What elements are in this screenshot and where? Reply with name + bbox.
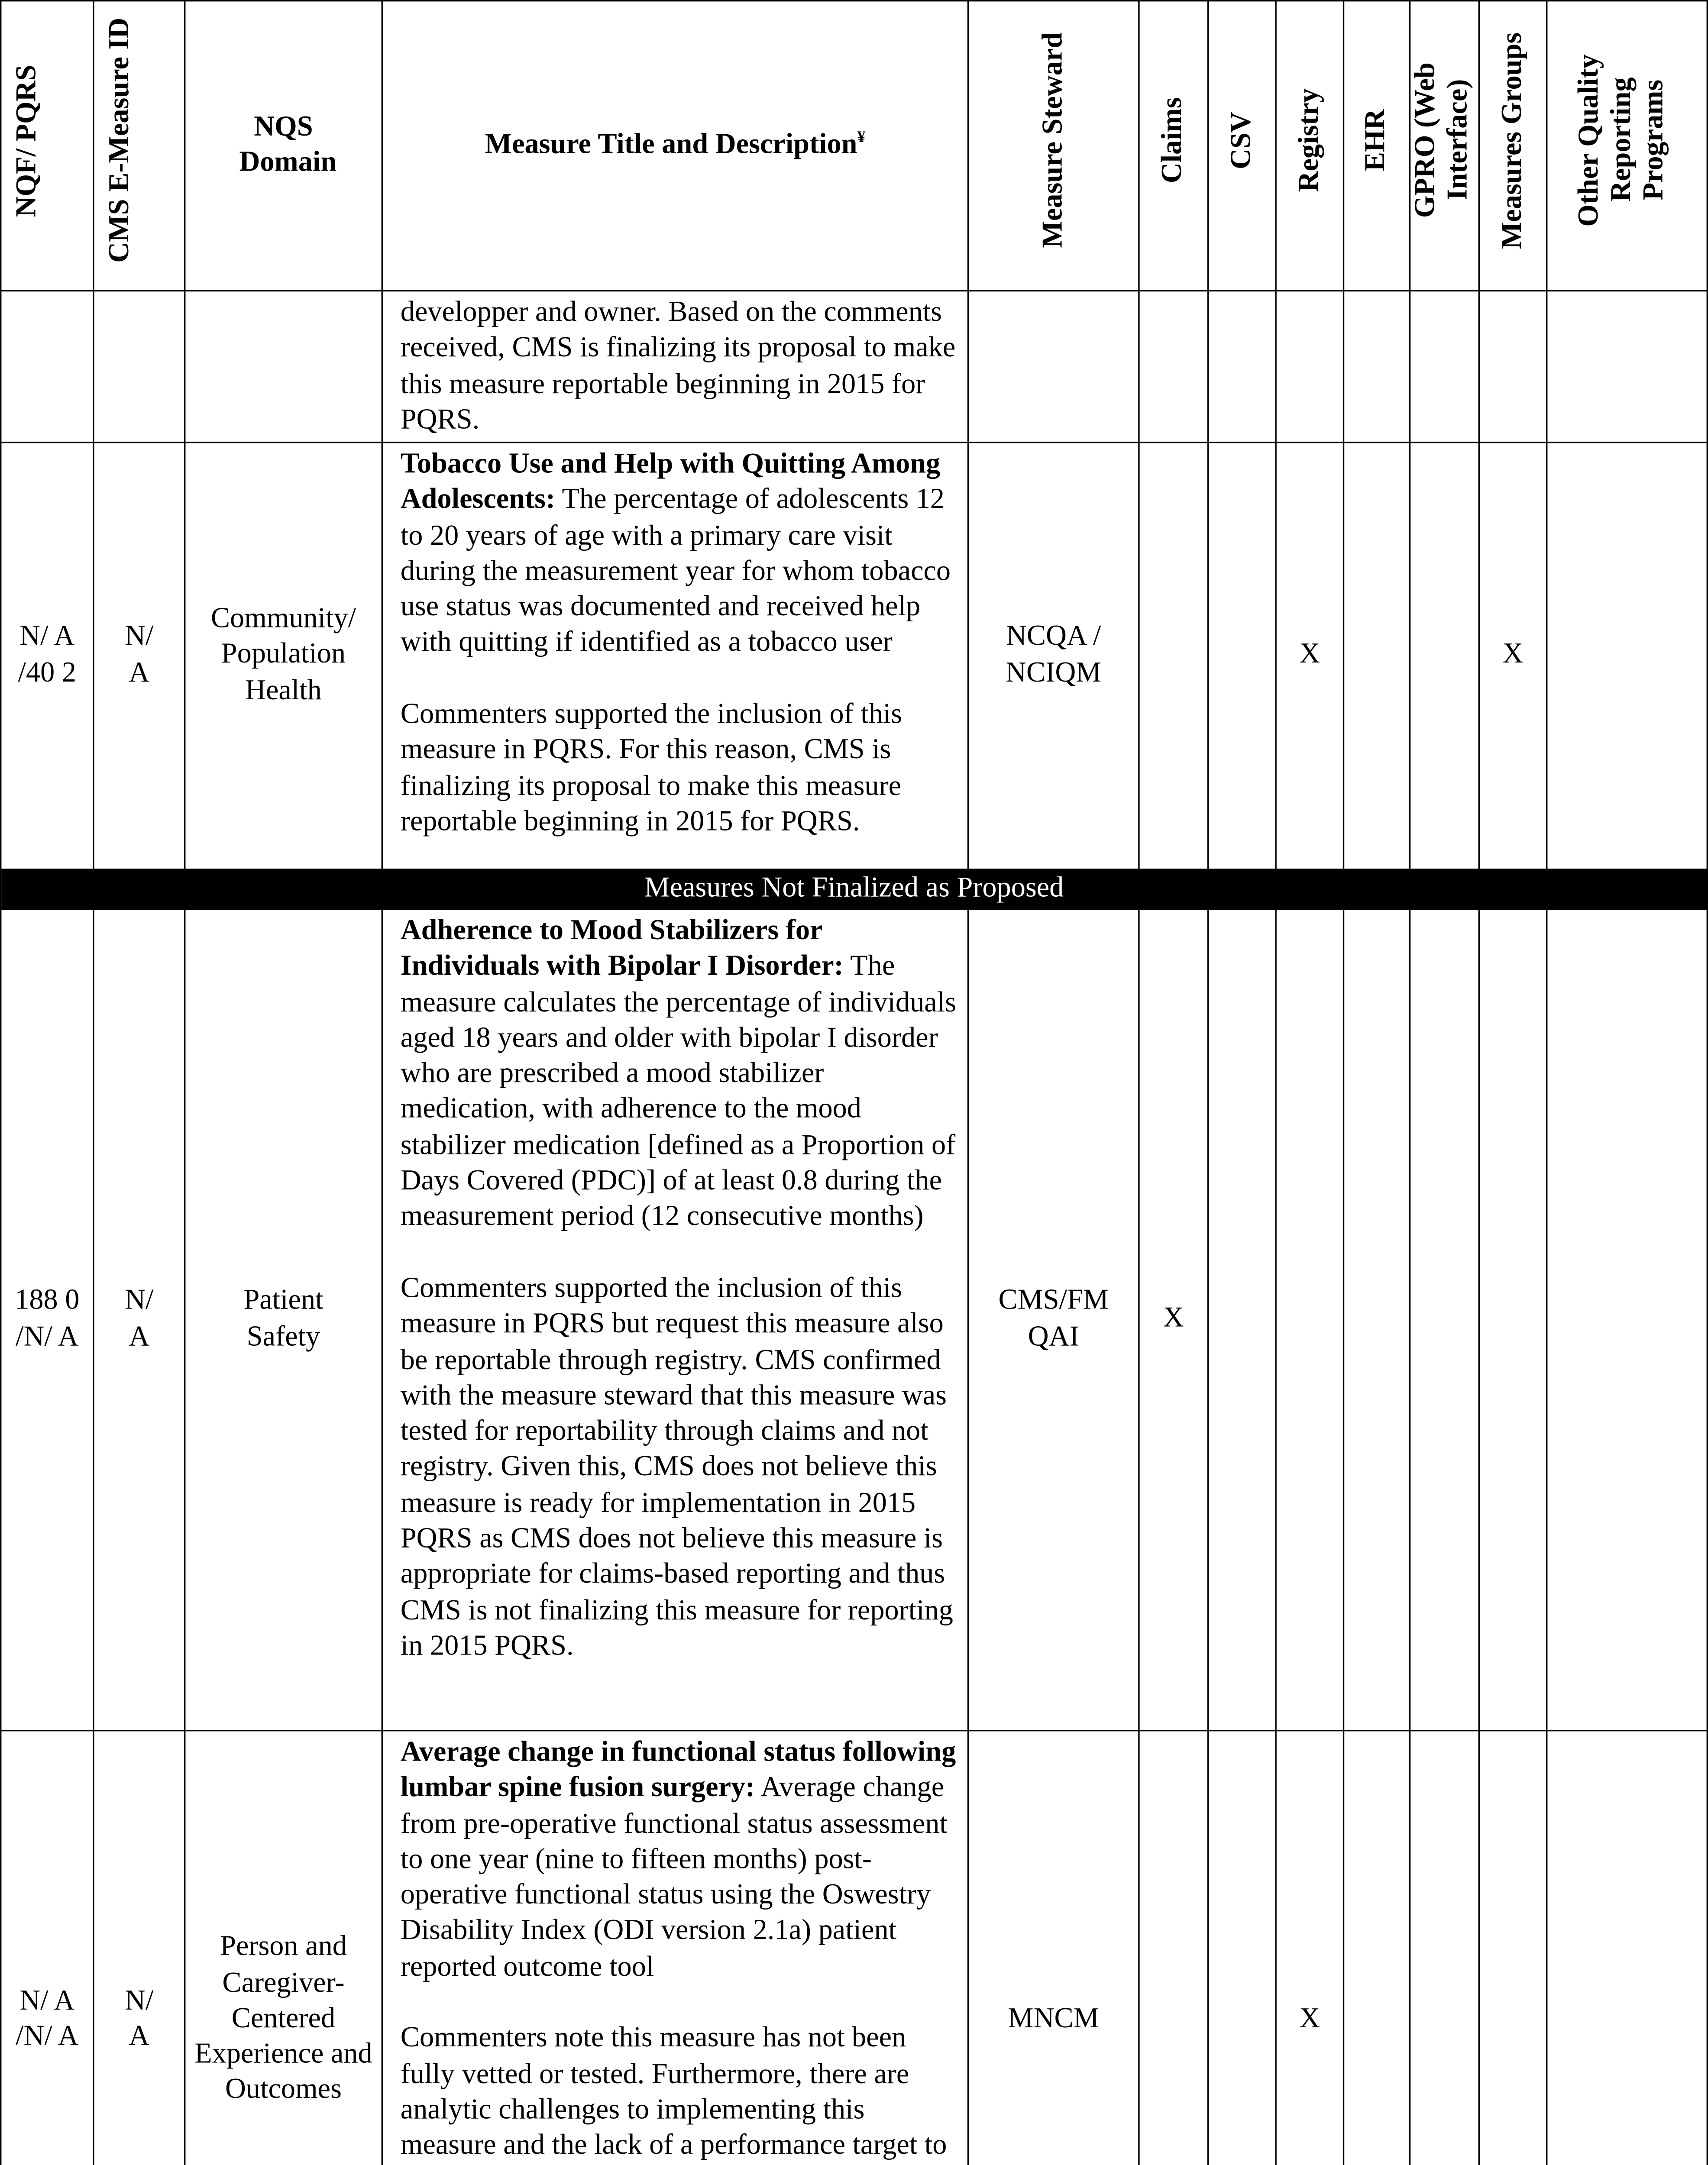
cell-description xyxy=(382,291,968,443)
measure-description: Average change from pre-operative functional status assessment to one year (nine to fifteen months) post-operative functional status using the Oswestry Disability Index (ODI version 2.1a) patient reported outcome tool xyxy=(400,1773,948,1983)
cell-domain: Patient Safety xyxy=(185,909,382,1731)
measure-title: Average change in functional status following lumbar spine fusion surgery: xyxy=(400,1737,956,1804)
measure-comment: Commenters note this measure has not been fully vetted or tested. Furthermore, there are analytic challenges to implementing this measure and the lack of a performance target to xyxy=(400,2023,947,2162)
cell-cms: N/ A xyxy=(94,1731,185,2165)
cell-registry xyxy=(1276,909,1343,1731)
cell-ehr xyxy=(1344,443,1410,869)
section-banner-row xyxy=(1,869,1708,909)
cell-csv xyxy=(1208,291,1276,443)
cell-nqf xyxy=(1,291,94,443)
cell-other xyxy=(1547,1731,1708,2165)
cell-other xyxy=(1547,443,1708,869)
header-claims: Claims xyxy=(1139,1,1208,291)
cell-nqf: N/ A /N/ A xyxy=(1,1731,94,2165)
cell-nqf: N/ A /40 2 xyxy=(1,443,94,869)
header-gpro: GPRO (Web Interface) xyxy=(1410,1,1479,291)
cell-claims xyxy=(1139,1731,1208,2165)
cell-registry xyxy=(1276,291,1343,443)
measure-description: The percentage of adolescents 12 to 20 years of age with a primary care visit during the measurement year for whom tobacco use status was documented and received help with quitting if identified as a tobacco user xyxy=(400,485,951,659)
cell-gpro xyxy=(1410,1731,1479,2165)
measure-comment: Commenters supported the inclusion of this measure in PQRS. For this reason, CMS is finalizing its proposal to make this measure reportable beginning in 2015 for PQRS. xyxy=(400,699,903,838)
cell-steward: NCQA / NCIQM xyxy=(968,443,1139,869)
measure-title: Tobacco Use and Help with Quitting Among Adolescents: xyxy=(400,449,941,516)
cell-description xyxy=(382,909,968,1731)
header-cms-emeasure: CMS E-Measure ID xyxy=(94,1,185,291)
cell-groups xyxy=(1479,1731,1546,2165)
header-registry: Registry xyxy=(1276,1,1343,291)
cell-domain: Community/ Population Health xyxy=(185,443,382,869)
table-row xyxy=(1,443,1708,869)
cell-csv xyxy=(1208,1731,1276,2165)
cell-other xyxy=(1547,909,1708,1731)
table-row xyxy=(1,291,1708,443)
measure-description: developper and owner. Based on the comments received, CMS is finalizing its proposal to make this measure reportable beginning in 2015 for PQRS. xyxy=(400,297,956,436)
cell-ehr xyxy=(1344,909,1410,1731)
cell-claims xyxy=(1139,291,1208,443)
header-nqs-domain: NQS Domain xyxy=(185,1,382,291)
cell-steward: MNCM xyxy=(968,1731,1139,2165)
cell-registry: X xyxy=(1276,1731,1343,2165)
cell-steward: CMS/FM QAI xyxy=(968,909,1139,1731)
cell-domain xyxy=(185,291,382,443)
header-measures-groups: Measures Groups xyxy=(1479,1,1546,291)
header-measure-steward: Measure Steward xyxy=(968,1,1139,291)
cell-domain: Person and Caregiver-Centered Experience and Outcomes xyxy=(185,1731,382,2165)
header-csv: CSV xyxy=(1208,1,1276,291)
cell-cms: N/ A xyxy=(94,443,185,869)
cell-claims: X xyxy=(1139,909,1208,1731)
measure-text xyxy=(401,448,959,662)
cell-registry: X xyxy=(1276,443,1343,869)
header-other-programs: Other Quality Reporting Programs xyxy=(1547,1,1708,291)
cell-steward xyxy=(968,291,1139,443)
cell-claims xyxy=(1139,443,1208,869)
section-banner: Measures Not Finalized as Proposed xyxy=(1,869,1708,909)
cell-description xyxy=(382,443,968,869)
cell-ehr xyxy=(1344,1731,1410,2165)
cell-groups xyxy=(1479,909,1546,1731)
measure-description: The measure calculates the percentage of individuals aged 18 years and older with bipolar I disorder who are prescribed a mood stabilizer medication, with adherence to the mood stabilizer medication [defined as a Proportion of Days Covered (PDC)] of at least 0.8 during the measurement period (12 consecutive months) xyxy=(400,951,956,1233)
cell-gpro xyxy=(1410,909,1479,1731)
table-row xyxy=(1,1731,1708,2165)
header-measure-title: Measure Title and Description¥ xyxy=(382,1,968,291)
header-row xyxy=(1,1,1708,291)
cell-ehr xyxy=(1344,291,1410,443)
cell-other xyxy=(1547,291,1708,443)
cell-description xyxy=(382,1731,968,2165)
cell-groups: X xyxy=(1479,443,1546,869)
cell-csv xyxy=(1208,909,1276,1731)
measure-text xyxy=(401,1736,959,1986)
header-ehr: EHR xyxy=(1344,1,1410,291)
cell-gpro xyxy=(1410,291,1479,443)
measure-title: Adherence to Mood Stabilizers for Individuals with Bipolar I Disorder: xyxy=(400,915,844,982)
cell-groups xyxy=(1479,291,1546,443)
cell-nqf: 188 0 /N/ A xyxy=(1,909,94,1731)
table-row xyxy=(1,909,1708,1731)
header-nqf-pqrs: NQF/ PQRS xyxy=(1,1,94,291)
cell-cms: N/ A xyxy=(94,909,185,1731)
cell-gpro xyxy=(1410,443,1479,869)
measure-comment: Commenters supported the inclusion of this measure in PQRS but request this measure also be reportable through registry. CMS confirmed with the measure steward that this measure was tested for reportability through claims and not registry. Given this, CMS does not believe this measure is ready for implementation in 2015 PQRS as CMS does not believe this measure is appropriate for claims-based reporting and thus CMS is not finalizing this measure for reporting in 2015 PQRS. xyxy=(400,1273,953,1662)
measure-text xyxy=(401,914,959,1236)
cell-cms xyxy=(94,291,185,443)
cell-csv xyxy=(1208,443,1276,869)
